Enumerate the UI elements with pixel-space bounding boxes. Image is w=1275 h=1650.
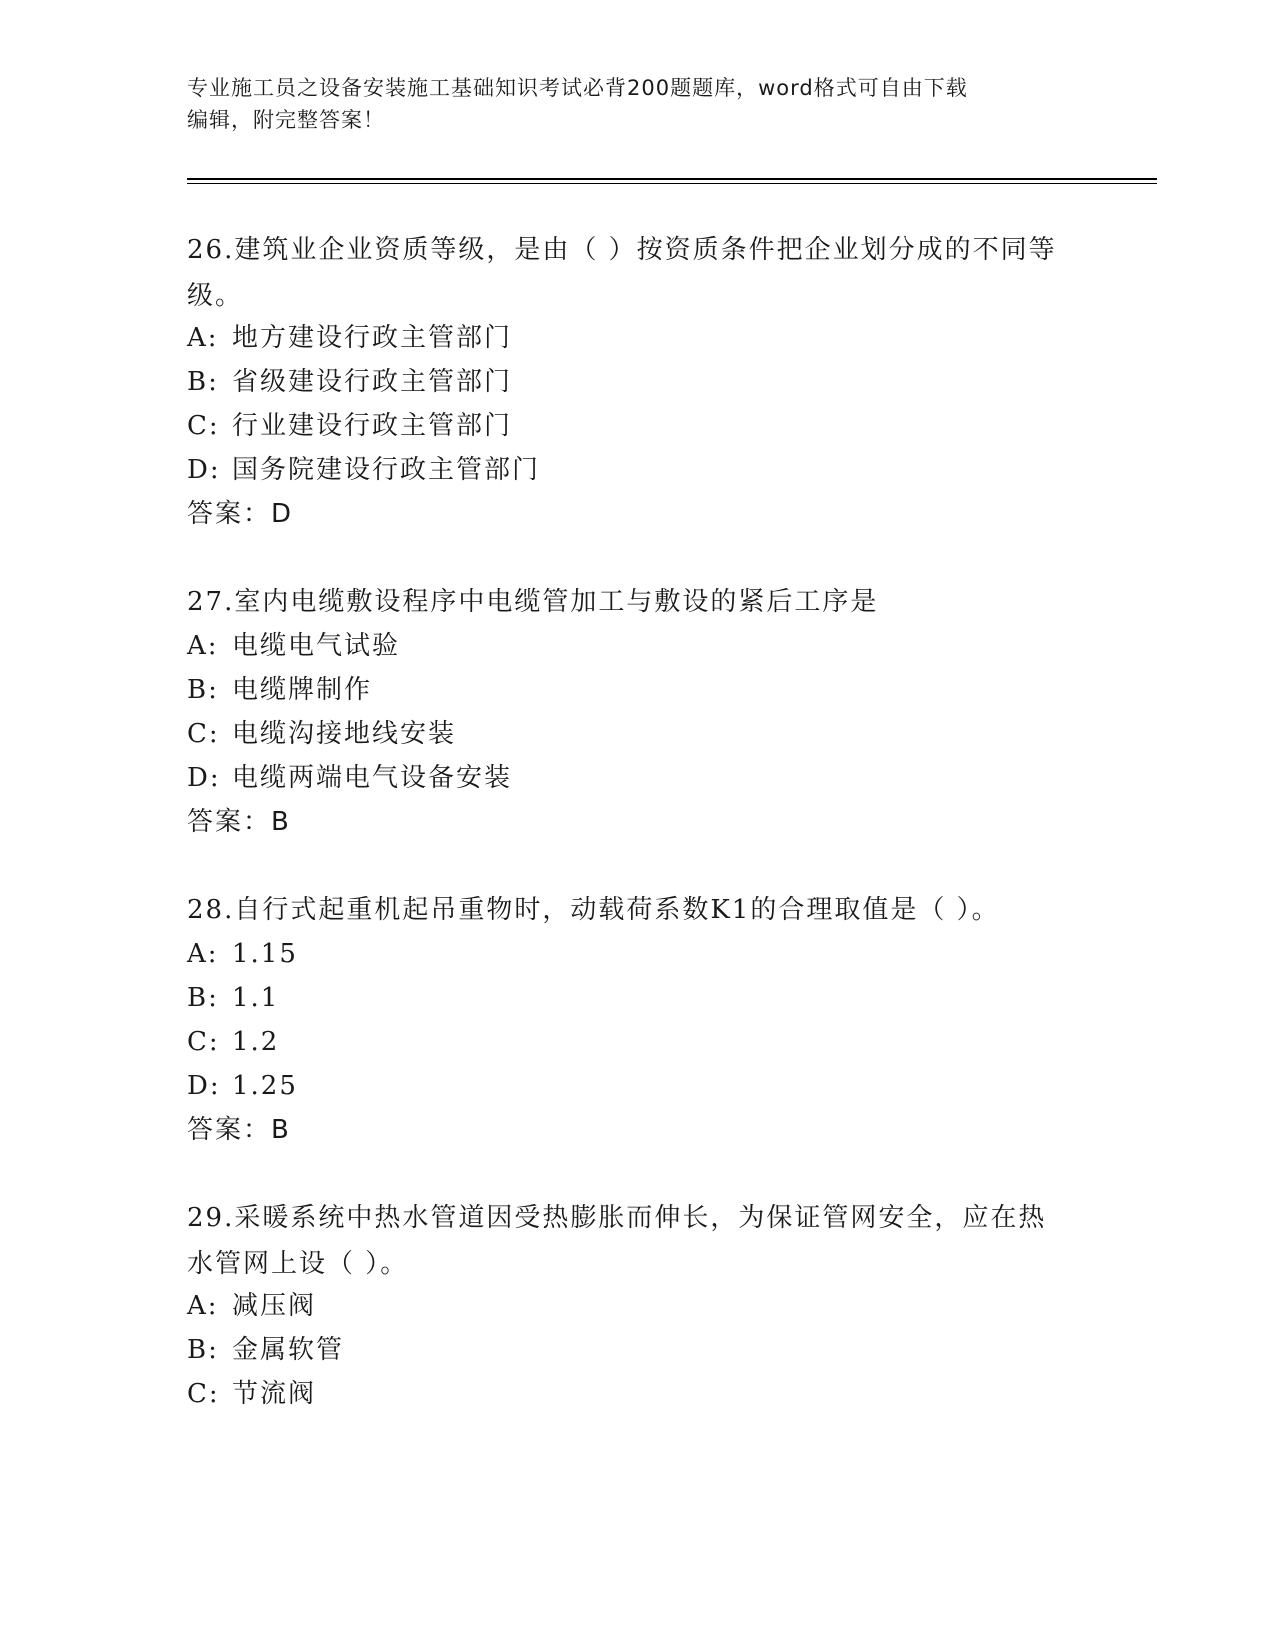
question-29-option-b: [187, 1327, 1067, 1373]
option-letter: D:: [187, 455, 221, 485]
option-text: 1.25: [232, 1071, 298, 1101]
option-letter: A:: [187, 1291, 219, 1321]
question-28-answer: 答案：B: [187, 1115, 291, 1145]
question-28-option-a: [187, 931, 1067, 977]
option-letter: B:: [187, 1335, 219, 1365]
option-text: 电缆牌制作: [232, 675, 373, 705]
option-letter: C:: [187, 1027, 220, 1057]
option-letter: A:: [187, 323, 219, 353]
option-text: 行业建设行政主管部门: [232, 411, 513, 441]
option-text: 节流阀: [232, 1379, 317, 1409]
question-26-text: 26.建筑业企业资质等级，是由（ ）按资质条件把企业划分成的不同等级。: [187, 235, 1057, 311]
question-28-option-c: [187, 1019, 1067, 1065]
option-text: 1.1: [232, 983, 280, 1013]
option-text: 金属软管: [232, 1335, 345, 1365]
question-26-option-c: [187, 403, 1067, 449]
option-text: 地方建设行政主管部门: [232, 323, 513, 353]
option-letter: D:: [187, 1071, 221, 1101]
option-text: 减压阀: [232, 1291, 317, 1321]
question-28-option-d: [187, 1063, 1067, 1109]
option-text: 电缆沟接地线安装: [232, 719, 457, 749]
option-letter: B:: [187, 367, 219, 397]
question-29-text: 29.采暖系统中热水管道因受热膨胀而伸长，为保证管网安全，应在热水管网上设（ ）。: [187, 1203, 1047, 1279]
option-letter: A:: [187, 939, 219, 969]
option-letter: C:: [187, 411, 220, 441]
option-text: 电缆两端电气设备安装: [232, 763, 513, 793]
option-text: 电缆电气试验: [232, 631, 401, 661]
question-26-option-b: [187, 359, 1067, 405]
option-text: 1.15: [232, 939, 298, 969]
option-letter: C:: [187, 1379, 220, 1409]
question-27-option-d: [187, 755, 1067, 801]
question-27-text: 27.室内电缆敷设程序中电缆管加工与敷设的紧后工序是: [187, 587, 879, 617]
question-28-option-b: [187, 975, 1067, 1021]
option-letter: B:: [187, 983, 219, 1013]
option-letter: D:: [187, 763, 221, 793]
question-26-option-a: [187, 315, 1067, 361]
option-letter: A:: [187, 631, 219, 661]
option-letter: C:: [187, 719, 220, 749]
option-text: 国务院建设行政主管部门: [232, 455, 541, 485]
option-text: 1.2: [232, 1027, 280, 1057]
question-26-option-d: [187, 447, 1067, 493]
question-27-option-c: [187, 711, 1067, 757]
header-divider-thick: [187, 178, 1157, 180]
header-line-1: 专业施工员之设备安装施工基础知识考试必背200题题库，word格式可自由下载: [187, 76, 968, 100]
question-26-answer: 答案：D: [187, 499, 294, 529]
option-text: 省级建设行政主管部门: [232, 367, 513, 397]
question-27-option-b: [187, 667, 1067, 713]
header-line-2: 编辑，附完整答案！: [187, 108, 385, 132]
document-header: [187, 72, 1087, 136]
question-29-option-a: [187, 1283, 1067, 1329]
question-29-option-c: [187, 1371, 1067, 1417]
question-28-text: 28.自行式起重机起吊重物时，动载荷系数K1的合理取值是（ ）。: [187, 895, 1000, 925]
question-27-answer: 答案：B: [187, 807, 291, 837]
header-divider-thin: [187, 183, 1157, 184]
question-27-option-a: [187, 623, 1067, 669]
option-letter: B:: [187, 675, 219, 705]
